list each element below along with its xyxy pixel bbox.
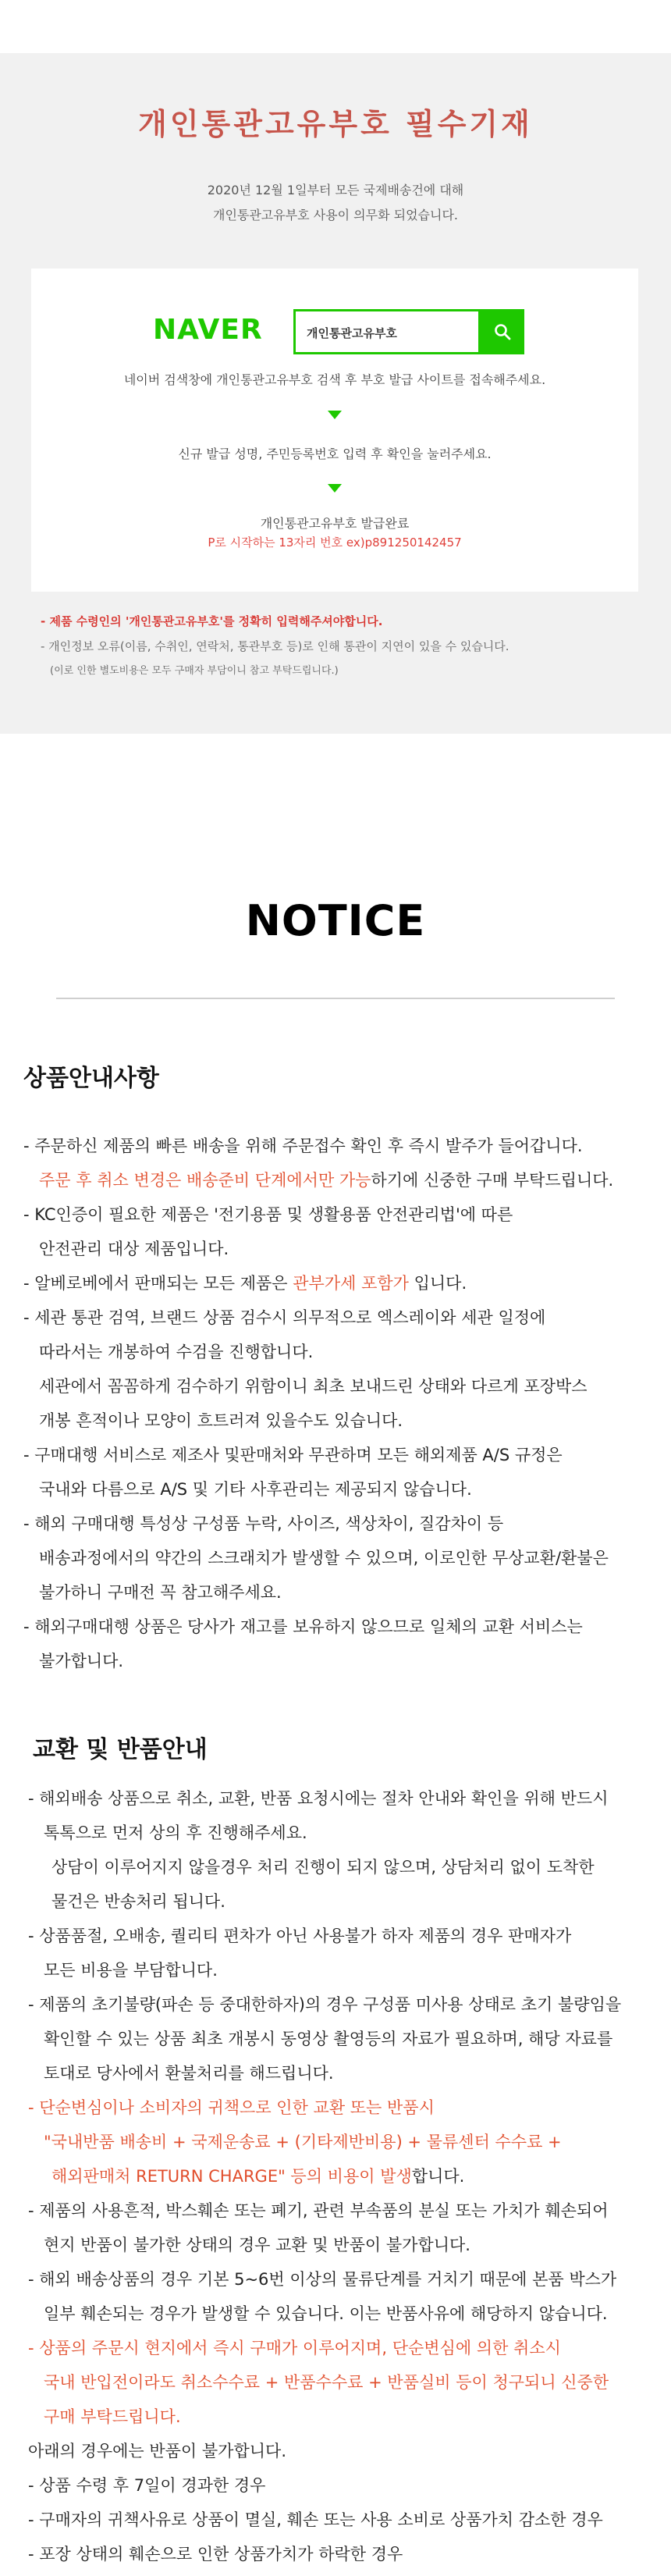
notice-divider (56, 998, 615, 999)
product-info-line: 국내와 다름으로 A/S 및 기타 사후관리는 제공되지 않습니다. (39, 1480, 472, 1499)
pccc-note-1: - 제품 수령인의 '개인통관고유부호'를 정확히 입력해주셔야합니다. (41, 614, 383, 628)
exchange-line: "국내반품 배송비 + 국제운송료 + (기타제반비용) + 물류센터 수수료 + (44, 2133, 562, 2151)
product-info-line: - KC인증이 필요한 제품은 '전기용품 및 생활용품 안전관리법'에 따른 (23, 1205, 513, 1224)
exchange-line: 모든 비용을 부담합니다. (44, 1961, 218, 1980)
exchange-line: - 상품 수령 후 7일이 경과한 경우 (28, 2476, 266, 2495)
step-3-example: P로 시작하는 13자리 번호 ex)p891250142457 (208, 535, 462, 550)
product-info-text: - 알베로베에서 판매되는 모든 제품은 (23, 1274, 293, 1293)
naver-search-query: 개인통관고유부호 (307, 326, 397, 340)
exchange-line: 물건은 반송처리 됩니다. (51, 1892, 225, 1911)
pccc-note-3: (이로 인한 별도비용은 모두 구매자 부담이니 참고 부탁드립니다.) (50, 665, 339, 677)
naver-logo: NAVER (153, 314, 263, 346)
down-arrow-icon (328, 484, 342, 493)
product-info-line: - 세관 통관 검역, 브랜드 상품 검수시 의무적으로 엑스레이와 세관 일정에 (23, 1308, 546, 1327)
naver-search-box (293, 309, 481, 354)
exchange-line: 톡톡으로 먼저 상의 후 진행해주세요. (44, 1823, 307, 1842)
exchange-line: 확인할 수 있는 상품 최초 개봉시 동영상 촬영등의 자료가 필요하며, 해당 자료를 (44, 2030, 613, 2048)
top-strip (0, 0, 671, 53)
exchange-line: - 제품의 초기불량(파손 등 중대한하자)의 경우 구성품 미사용 상태로 초기 불량임을 (28, 1995, 622, 2014)
exchange-line: - 포장 상태의 훼손으로 인한 상품가치가 하락한 경우 (28, 2545, 403, 2564)
naver-search-button (481, 309, 524, 354)
exchange-text: 합니다. (411, 2167, 465, 2186)
pccc-intro (0, 178, 671, 228)
exchange-line: 구매 부탁드립니다. (44, 2407, 181, 2426)
exchange-line: 토대로 당사에서 환불처리를 해드립니다. (44, 2064, 334, 2083)
product-info-line: 배송과정에서의 약간의 스크래치가 발생할 수 있으며, 이로인한 무상교환/환불은 (39, 1549, 609, 1567)
pccc-note-2: - 개인정보 오류(이름, 수취인, 연락처, 통관부호 등)로 인해 통관이 지연이 있을 수 있습니다. (41, 639, 509, 653)
step-2-text: 신규 발급 성명, 주민등록번호 입력 후 확인을 눌러주세요. (178, 447, 492, 461)
exchange-line: 일부 훼손되는 경우가 발생할 수 있습니다. 이는 반품사유에 해당하지 않습니다. (44, 2304, 608, 2323)
notice-title: NOTICE (245, 896, 426, 945)
exchange-line: - 구매자의 귀책사유로 상품이 멸실, 훼손 또는 사용 소비로 상품가치 감소한 경우 (28, 2510, 603, 2529)
pccc-notes (41, 609, 509, 684)
exchange-line: - 해외배송 상품으로 취소, 교환, 반품 요청시에는 절차 안내와 확인을 위해 반드시 (28, 1789, 609, 1808)
exchange-line: - 단순변심이나 소비자의 귀책으로 인한 교환 또는 반품시 (28, 2098, 435, 2117)
pccc-intro-line1: 2020년 12월 1일부터 모든 국제배송건에 대해 (207, 183, 464, 197)
exchange-line (28, 2159, 621, 2194)
step-3-text: 개인통관고유부호 발급완료 (260, 516, 410, 531)
highlight-text: 관부가세 포함가 (293, 1274, 409, 1293)
exchange-line: - 상품의 주문시 현지에서 즉시 구매가 이루어지며, 단순변심에 의한 취소시 (28, 2339, 561, 2357)
product-info-text: 하기에 신중한 구매 부탁드립니다. (371, 1171, 614, 1190)
exchange-list (28, 1781, 621, 2571)
exchange-line: 아래의 경우에는 반품이 불가합니다. (28, 2442, 286, 2460)
exchange-line: 상담이 이루어지지 않을경우 처리 진행이 되지 않으며, 상담처리 없이 도착한 (51, 1858, 595, 1877)
highlight-text: 주문 후 취소 변경은 배송준비 단계에서만 가능 (39, 1171, 371, 1190)
product-info-line (23, 1163, 613, 1197)
product-info-line: - 해외구매대행 상품은 당사가 재고를 보유하지 않으므로 일체의 교환 서비스는 (23, 1617, 583, 1636)
product-info-line: 안전관리 대상 제품입니다. (39, 1240, 229, 1258)
product-info-line: 불가합니다. (39, 1652, 124, 1670)
exchange-heading: 교환 및 반품안내 (33, 1736, 208, 1763)
product-info-line: 따라서는 개봉하여 수검을 진행합니다. (39, 1343, 314, 1361)
product-info-line: 불가하니 구매전 꼭 참고해주세요. (39, 1583, 282, 1602)
product-info-line: - 주문하신 제품의 빠른 배송을 위해 주문접수 확인 후 즉시 발주가 들어갑니다. (23, 1137, 583, 1155)
product-info-line: 개봉 흔적이나 모양이 흐트러져 있을수도 있습니다. (39, 1411, 403, 1430)
pccc-intro-line2: 개인통관고유부호 사용이 의무화 되었습니다. (212, 208, 458, 222)
pccc-title: 개인통관고유부호 필수기재 (138, 107, 533, 141)
exchange-line: - 상품품절, 오배송, 퀄리티 편차가 아닌 사용불가 하자 제품의 경우 판매자가 (28, 1927, 572, 1945)
search-icon (493, 322, 512, 341)
product-info-line: - 해외 구매대행 특성상 구성품 누락, 사이즈, 색상차이, 질감차이 등 (23, 1514, 504, 1533)
exchange-line: - 해외 배송상품의 경우 기본 5~6번 이상의 물류단계를 거치기 때문에 본품 박스가 (28, 2270, 617, 2289)
product-info-line (23, 1266, 613, 1300)
highlight-text: 해외판매처 RETURN CHARGE" 등의 비용이 발생 (51, 2167, 412, 2186)
exchange-line: - 제품의 사용흔적, 박스훼손 또는 폐기, 관련 부속품의 분실 또는 가치가 훼손되어 (28, 2201, 609, 2220)
exchange-line: 국내 반입전이라도 취소수수료 + 반품수수료 + 반품실비 등이 청구되니 신중한 (44, 2373, 609, 2392)
naver-search-row (31, 309, 638, 354)
product-info-text: 입니다. (408, 1274, 467, 1293)
product-info-line: 세관에서 꼼꼼하게 검수하기 위함이니 최초 보내드린 상태와 다르게 포장박스 (39, 1377, 588, 1396)
product-info-line: - 구매대행 서비스로 제조사 및판매처와 무관하며 모든 해외제품 A/S 규정은 (23, 1446, 563, 1464)
product-info-heading: 상품안내사항 (23, 1065, 159, 1092)
pccc-guide-card (31, 269, 638, 592)
down-arrow-icon (328, 411, 342, 419)
step-1-text: 네이버 검색창에 개인통관고유부호 검색 후 부호 발급 사이트를 접속해주세요. (123, 372, 546, 387)
product-info-list (23, 1129, 613, 1678)
pccc-section (0, 0, 671, 734)
exchange-line: 현지 반품이 불가한 상태의 경우 교환 및 반품이 불가합니다. (44, 2236, 470, 2254)
